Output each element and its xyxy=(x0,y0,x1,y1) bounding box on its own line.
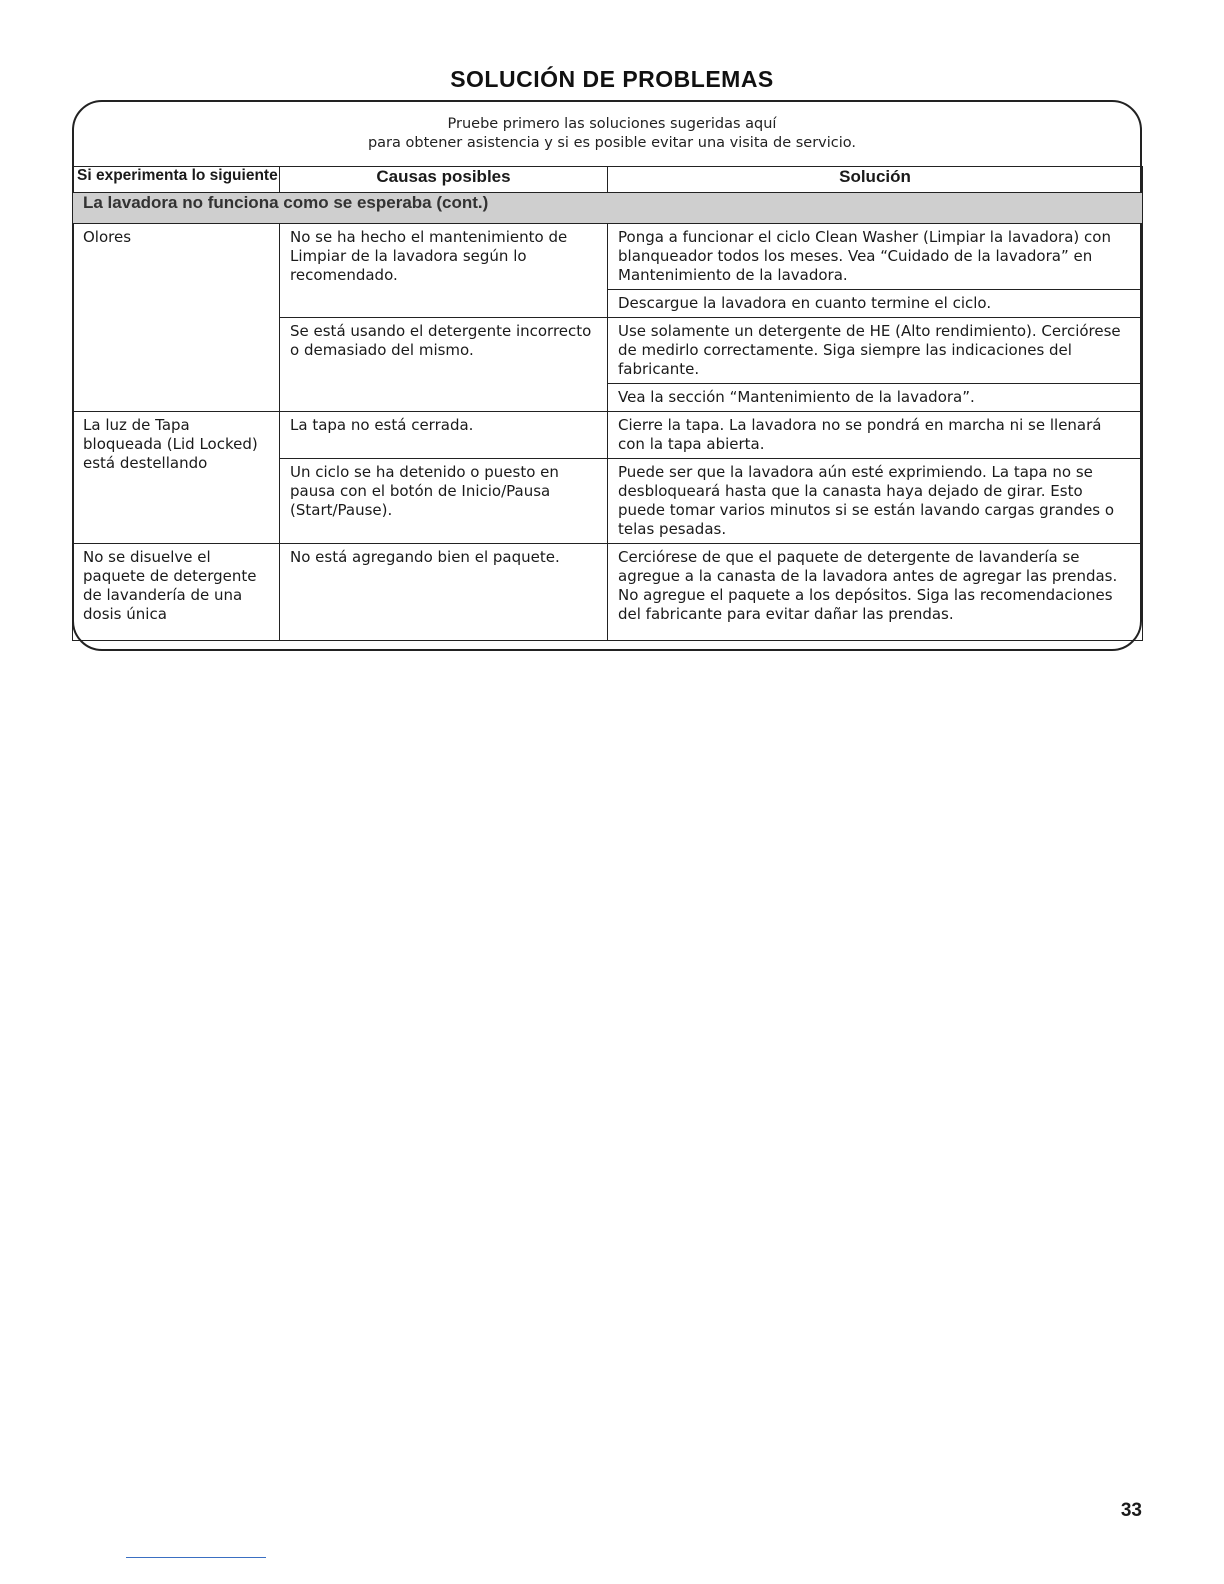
solution-cell: Ponga a funcionar el ciclo Clean Washer (Limpiar la lavadora) con blanqueador todos los meses. Vea “Cuidado de la lavadora” en Mantenimiento de la lavadora. xyxy=(608,224,1143,290)
cause-cell: La tapa no está cerrada. xyxy=(280,412,608,459)
page-title: SOLUCIÓN DE PROBLEMAS xyxy=(450,66,774,92)
solution-cell: Descargue la lavadora en cuanto termine el ciclo. xyxy=(608,290,1143,318)
cause-cell: No está agregando bien el paquete. xyxy=(280,544,608,641)
cause-cell: Un ciclo se ha detenido o puesto en pausa con el botón de Inicio/Pausa (Start/Pause). xyxy=(280,459,608,544)
intro-line-2: para obtener asistencia y si es posible evitar una visita de servicio. xyxy=(367,135,857,151)
section-row xyxy=(73,193,1143,224)
symptom-cell: La luz de Tapa bloqueada (Lid Locked) está destellando xyxy=(73,412,280,544)
header-row xyxy=(73,167,1143,193)
cause-cell: No se ha hecho el mantenimiento de Limpiar de la lavadora según lo recomendado. xyxy=(280,224,608,318)
solution-cell: Cierre la tapa. La lavadora no se pondrá en marcha ni se llenará con la tapa abierta. xyxy=(608,412,1143,459)
footer-rule xyxy=(126,1557,266,1558)
solution-cell: Cerciórese de que el paquete de detergente de lavandería se agregue a la canasta de la lavadora antes de agregar las prendas. No agregue el paquete a los depósitos. Siga las recomendaciones del fabricante para evitar dañar las prendas. xyxy=(608,544,1143,641)
troubleshooting-table xyxy=(72,166,1143,641)
solution-cell: Use solamente un detergente de HE (Alto rendimiento). Cerciórese de medirlo correctamente. Siga siempre las indicaciones del fabricante. xyxy=(608,318,1143,384)
table-row xyxy=(73,412,1143,459)
table-row xyxy=(73,544,1143,641)
solution-cell: Puede ser que la lavadora aún esté exprimiendo. La tapa no se desbloqueará hasta que la canasta haya dejado de girar. Esto puede tomar varios minutos si se están lavando cargas grandes o telas pesadas. xyxy=(608,459,1143,544)
symptom-cell: Olores xyxy=(73,224,280,412)
table-row xyxy=(73,224,1143,290)
solution-cell: Vea la sección “Mantenimiento de la lavadora”. xyxy=(608,384,1143,412)
cause-cell: Se está usando el detergente incorrecto o demasiado del mismo. xyxy=(280,318,608,412)
intro-text xyxy=(0,115,1224,153)
header-causes: Causas posibles xyxy=(280,167,608,193)
section-title: La lavadora no funciona como se esperaba (cont.) xyxy=(73,193,1143,224)
intro-line-1: Pruebe primero las soluciones sugeridas aquí xyxy=(447,116,777,132)
header-symptom: Si experimenta lo siguiente xyxy=(73,167,280,193)
page-number: 33 xyxy=(1120,1500,1142,1521)
header-solution: Solución xyxy=(608,167,1143,193)
symptom-cell: No se disuelve el paquete de detergente de lavandería de una dosis única xyxy=(73,544,280,641)
